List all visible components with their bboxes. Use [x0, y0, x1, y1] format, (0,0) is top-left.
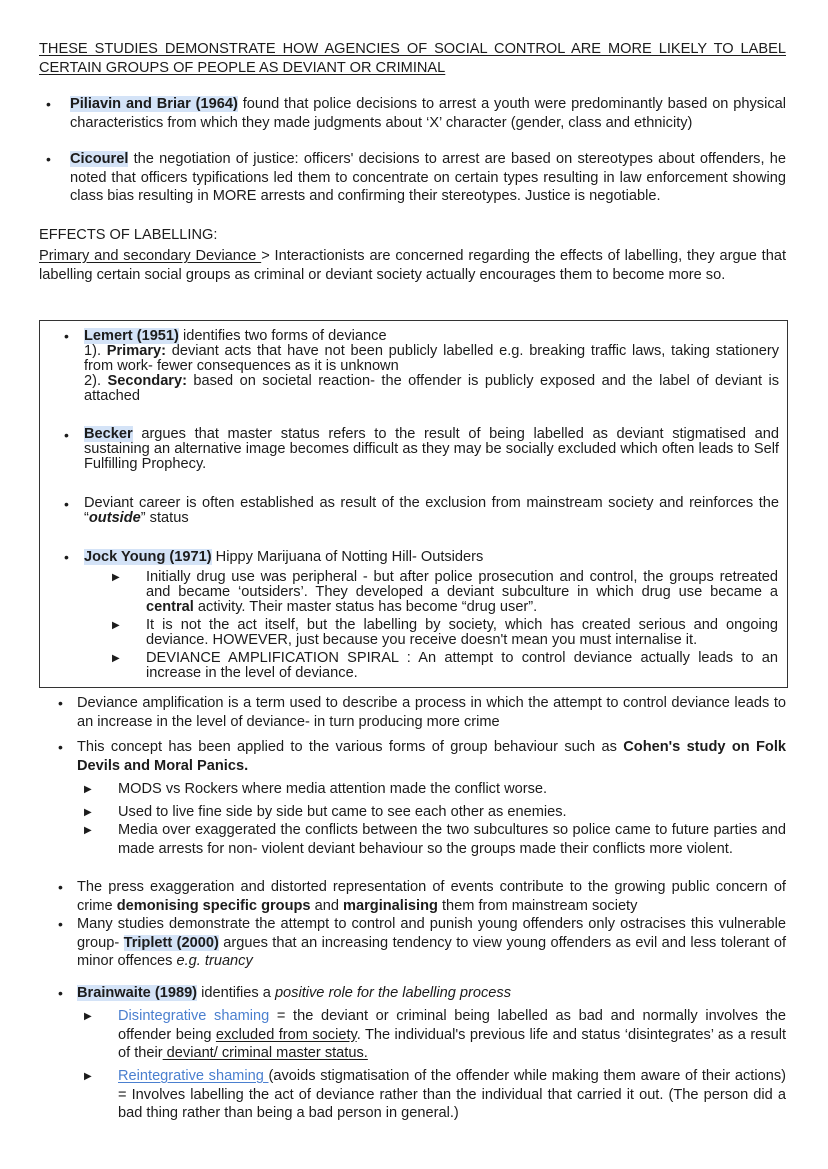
mods-item-1: MODS vs Rockers where media attention made the conflict worse. [118, 781, 548, 797]
author-name: Jock Young (1971) [84, 549, 212, 565]
bullet: • [64, 496, 69, 512]
body-text: Hippy Marijuana of Notting Hill- Outsiders [211, 549, 484, 565]
bullet: • [58, 985, 63, 1001]
career-paragraph: Deviant career is often established as result of the exclusion from mainstream society and reinforces the “outside” status [84, 495, 779, 526]
bullet: • [58, 879, 63, 895]
triangle-bullet-icon: ▶ [112, 572, 120, 583]
triangle-bullet-icon: ▶ [84, 807, 92, 818]
body-text: > Interactionists are concerned regarding the effects of labelling, they argue that labelling certain social groups as criminal or deviant society actually encourages them to become more so. [39, 248, 786, 283]
section-heading: THESE STUDIES DEMONSTRATE HOW AGENCIES OF SOCIAL CONTROL ARE MORE LIKELY TO LABEL CERTAIN GROUPS OF PEOPLE AS DEVIANT OR CRIMINAL [39, 41, 786, 76]
young-point-1: Initially drug use was peripheral - but after police prosecution and control, the groups retreated and became ‘outsiders’. They developed a deviant subculture in which drug use became a central activity. Their master status has become “drug user”. [146, 569, 778, 615]
author-name: Cicourel [70, 151, 129, 167]
press-paragraph: The press exaggeration and distorted representation of events contribute to the growing public concern of crime demonising specific groups and marginalising them from mainstream society [77, 879, 786, 914]
bullet: • [46, 96, 51, 112]
body-text: identifies two forms of deviance [178, 328, 387, 344]
cicourel-paragraph [70, 150, 786, 206]
bullet: • [64, 328, 69, 344]
bullet: • [58, 916, 63, 932]
mods-item-3: Media over exaggerated the conflicts between the two subcultures so police came to future parties and made arrests for non- violent deviant behaviour so the groups made their conflicts more violent. [118, 822, 786, 857]
author-name: Brainwaite (1989) [77, 985, 198, 1001]
triangle-bullet-icon: ▶ [84, 784, 92, 795]
disintegrative-shaming-link[interactable]: Disintegrative shaming [118, 1008, 277, 1024]
young-point-3: DEVIANCE AMPLIFICATION SPIRAL : An attempt to control deviance actually leads to an increase in the level of deviance. [146, 650, 778, 681]
body-text: the negotiation of justice: officers' decisions to arrest are based on stereotypes about offenders, he noted that officers typifications led them to concentrate on certain types resulting in law enforcement showing class bias resulting in MORE arrests and confirming their stereotypes. Justice is negotiable. [70, 151, 786, 204]
triangle-bullet-icon: ▶ [84, 825, 92, 836]
lemert-primary: 1). Primary: deviant acts that have not been publicly labelled e.g. breaking traffic laws, taking stationery from work- fewer consequences as it is unknown [84, 343, 779, 374]
triangle-bullet-icon: ▶ [84, 1071, 92, 1082]
body-text: argues that master status refers to the result of being labelled as deviant stigmatised and sustaining an alternative image becomes difficult as they may be socially excluded which often leads to Self Fulfilling Prophecy. [84, 426, 779, 472]
disintegrative-paragraph: Disintegrative shaming = the deviant or criminal being labelled as bad and normally involves the offender being excluded from society. The individual's previous life and status ‘disintegrates’ as a result of their deviant/ criminal master status. [118, 1008, 787, 1061]
author-name: Triplett (2000) [123, 934, 219, 951]
amplification-paragraph: Deviance amplification is a term used to describe a process in which the attempt to control deviance leads to an increase in the level of deviance- in turn producing more crime [77, 695, 786, 730]
studies-paragraph: Many studies demonstrate the attempt to control and punish young offenders only ostracises this vulnerable group- Triplett (2000) argues that an increasing tendency to view young offenders as evil and less tolerant of minor offences e.g. truancy [77, 916, 786, 969]
young-heading [84, 548, 483, 567]
lemert-secondary: 2). Secondary: based on societal reaction- the offender is publicly exposed and the label of deviant is attached [84, 373, 779, 404]
bullet: • [64, 427, 69, 443]
reintegrative-paragraph: Reintegrative shaming (avoids stigmatisation of the offender while making them aware of their actions) = Involves labelling the act of deviance rather than the individual that carried it out. (The person did a bad thing rather than being a bad person in general.) [118, 1068, 786, 1121]
young-point-2: It is not the act itself, but the labelling by society, which has created serious and ongoing deviance. HOWEVER, just because you receive doesn't mean you must internalise it. [146, 617, 778, 648]
body-text: found that police decisions to arrest a youth were predominantly based on physical characteristics from which they made judgments about ‘X’ character (gender, class and ethnicity) [70, 96, 786, 131]
mods-item-2: Used to live fine side by side but came to see each other as enemies. [118, 804, 567, 820]
brainwaite-heading: Brainwaite (1989) identifies a positive role for the labelling process [77, 985, 511, 1001]
effects-paragraph [39, 247, 786, 284]
becker-paragraph [84, 427, 779, 471]
author-name: Becker [84, 426, 133, 442]
deviance-link[interactable]: Primary and secondary Deviance [39, 248, 262, 264]
reintegrative-shaming-link[interactable]: Reintegrative shaming [118, 1068, 269, 1084]
bullet: • [46, 151, 51, 167]
bullet: • [64, 549, 69, 565]
effects-title: EFFECTS OF LABELLING: [39, 227, 218, 243]
concept-paragraph: This concept has been applied to the various forms of group behaviour such as Cohen's study on Folk Devils and Moral Panics. [77, 739, 786, 774]
author-name: Piliavin and Briar (1964) [70, 96, 238, 112]
bullet: • [58, 739, 63, 755]
author-name: Lemert (1951) [84, 328, 179, 344]
piliavin-paragraph [70, 95, 786, 132]
triangle-bullet-icon: ▶ [112, 620, 120, 631]
bullet: • [58, 695, 63, 711]
triangle-bullet-icon: ▶ [84, 1011, 92, 1022]
triangle-bullet-icon: ▶ [112, 653, 120, 664]
